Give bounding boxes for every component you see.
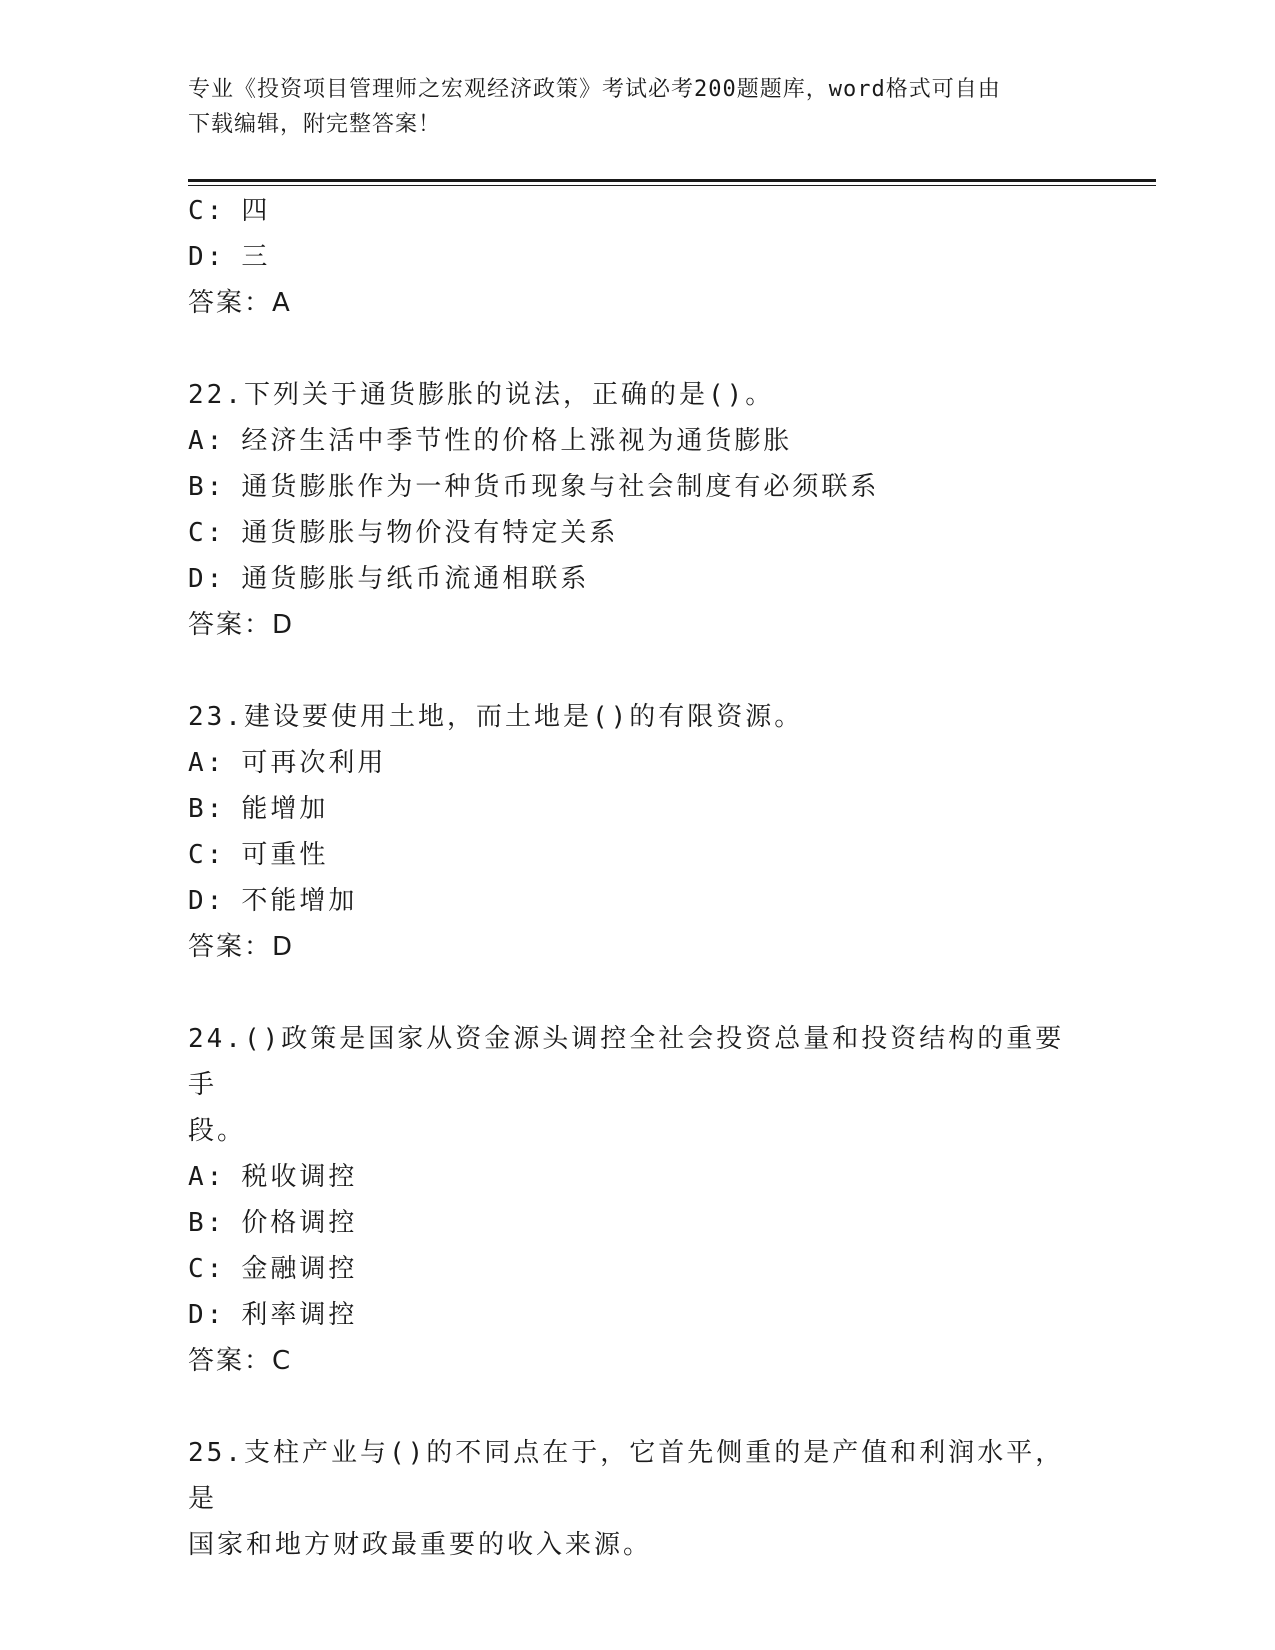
question-22-stem: 22.下列关于通货膨胀的说法，正确的是()。	[188, 380, 775, 410]
option-c: C: 可重性	[188, 840, 329, 870]
question-24-stem-line-2: 段。	[188, 1116, 247, 1146]
document-header	[188, 72, 1068, 142]
question-25-stem	[188, 1430, 1088, 1568]
question-25-stem-line-2: 国家和地方财政最重要的收入来源。	[188, 1530, 653, 1560]
header-rule-thick	[188, 179, 1156, 182]
option-a: A: 税收调控	[188, 1162, 358, 1192]
answer: 答案：D	[188, 932, 295, 962]
option-b: B: 能增加	[188, 794, 329, 824]
question-25-stem-line-1: 25.支柱产业与()的不同点在于，它首先侧重的是产值和利润水平，是	[188, 1438, 1065, 1514]
option-d: D: 三	[188, 242, 271, 272]
option-c: C: 金融调控	[188, 1254, 358, 1284]
question-24-stem	[188, 1016, 1088, 1154]
option-d: D: 不能增加	[188, 886, 358, 916]
option-a: A: 经济生活中季节性的价格上涨视为通货膨胀	[188, 426, 793, 456]
document-body	[188, 188, 1088, 1568]
header-line-2: 下载编辑，附完整答案！	[188, 112, 442, 137]
header-line-1: 专业《投资项目管理师之宏观经济政策》考试必考200题题库，word格式可自由	[188, 77, 1001, 102]
header-rule-thin	[188, 185, 1156, 186]
question-24-stem-line-1: 24.()政策是国家从资金源头调控全社会投资总量和投资结构的重要手	[188, 1024, 1065, 1100]
option-b: B: 通货膨胀作为一种货币现象与社会制度有必须联系	[188, 472, 880, 502]
answer: 答案：D	[188, 610, 295, 640]
option-c: C: 通货膨胀与物价没有特定关系	[188, 518, 619, 548]
option-d: D: 利率调控	[188, 1300, 358, 1330]
option-c: C: 四	[188, 196, 271, 226]
option-a: A: 可再次利用	[188, 748, 387, 778]
question-23-stem: 23.建设要使用土地，而土地是()的有限资源。	[188, 702, 804, 732]
answer: 答案：A	[188, 288, 292, 318]
option-d: D: 通货膨胀与纸币流通相联系	[188, 564, 590, 594]
answer: 答案：C	[188, 1346, 293, 1376]
option-b: B: 价格调控	[188, 1208, 358, 1238]
